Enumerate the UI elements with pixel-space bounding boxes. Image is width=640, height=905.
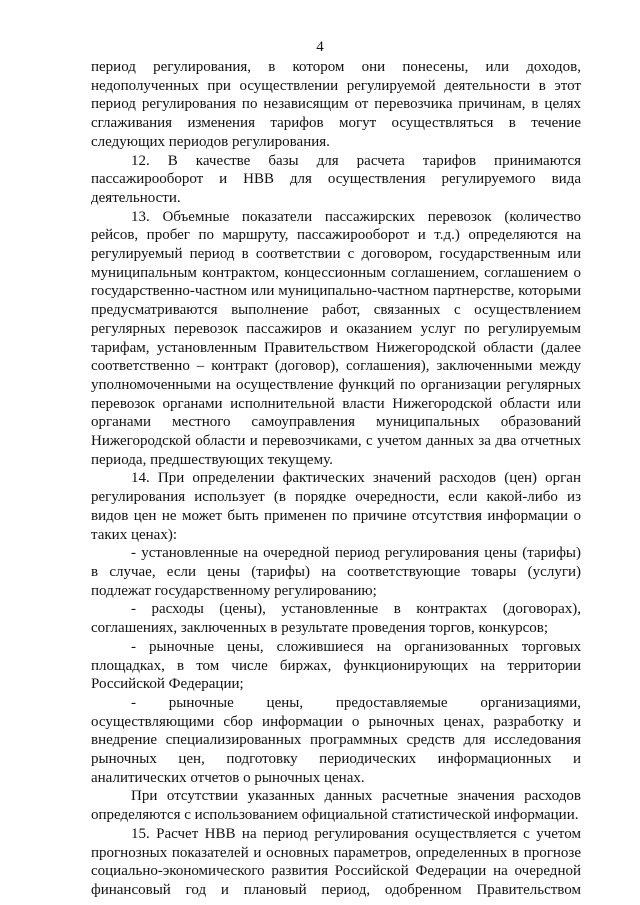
paragraph-11-continued: период регулирования, в котором они понесены, или доходов, недополученных при осуществлении регулируемой деятельности в этот период регулирования по независящим от перевозчика причинам, в целях сглаживания изменения тарифов могут осуществляться в течение следующих периодов регулирования. xyxy=(91,59,581,150)
paragraph-14-item-contract-prices: - расходы (цены), установленные в контрактах (договорах), соглашениях, заключенных в результате проведения торгов, конкурсов; xyxy=(91,601,581,637)
paragraph-14: 14. При определении фактических значений расходов (цен) орган регулирования использует (в порядке очередности, если какой-либо из видов цен не может быть применен по причине отсутствия информации о таких ценах): xyxy=(91,470,581,543)
document-body xyxy=(91,58,581,900)
paragraph-13: 13. Объемные показатели пассажирских перевозок (количество рейсов, пробег по маршруту, пассажирооборот и т.д.) определяются на регулируемый период в соответствии с договором, государственным или муниципальным контрактом, концессионным соглашением, соглашением о государственно-частном или муниципально-частном партнерстве, которыми предусматриваются выполнение работ, связанных с осуществлением регулярных перевозок пассажиров и оказанием услуг по регулируемым тарифам, установленным Правительством Нижегородской области (далее соответственно – контракт (договор), соглашения), заключенными между уполномоченными на осуществление функций по организации регулярных перевозок органами исполнительной власти Нижегородской области или органами местного самоуправления муниципальных образований Нижегородской области и перевозчиками, с учетом данных за два отчетных периода, предшествующих текущему. xyxy=(91,208,581,468)
paragraph-14-item-market-prices: - рыночные цены, предоставляемые организациями, осуществляющими сбор информации о рыночных ценах, разработку и внедрение специализированных программных средств для исследования рыночных цен, подготовку периодических информационных и аналитических отчетов о рыночных ценах. xyxy=(91,694,581,786)
paragraph-14-closing: При отсутствии указанных данных расчетные значения расходов определяются с использованием официальной статистической информации. xyxy=(91,788,581,824)
paragraph-14-item-regulated-prices: - установленные на очередной период регулирования цены (тарифы) в случае, если цены (тарифы) на соответствующие товары (услуги) подлежат государственному регулированию; xyxy=(91,545,581,599)
paragraph-14-item-exchange-prices: - рыночные цены, сложившиеся на организованных торговых площадках, в том числе биржах, функционирующих на территории Российской Федерации; xyxy=(91,638,581,693)
paragraph-15: 15. Расчет НВВ на период регулирования осуществляется с учетом прогнозных показателей и основных параметров, определенных в прогнозе социально-экономического развития Российской Федерации на очередной финансовый год и плановый период, одобренном Правительством xyxy=(91,825,581,898)
paragraph-12: 12. В качестве базы для расчета тарифов принимаются пассажирооборот и НВВ для осуществления регулируемого вида деятельности. xyxy=(91,152,581,206)
page-number: 4 xyxy=(316,39,324,55)
